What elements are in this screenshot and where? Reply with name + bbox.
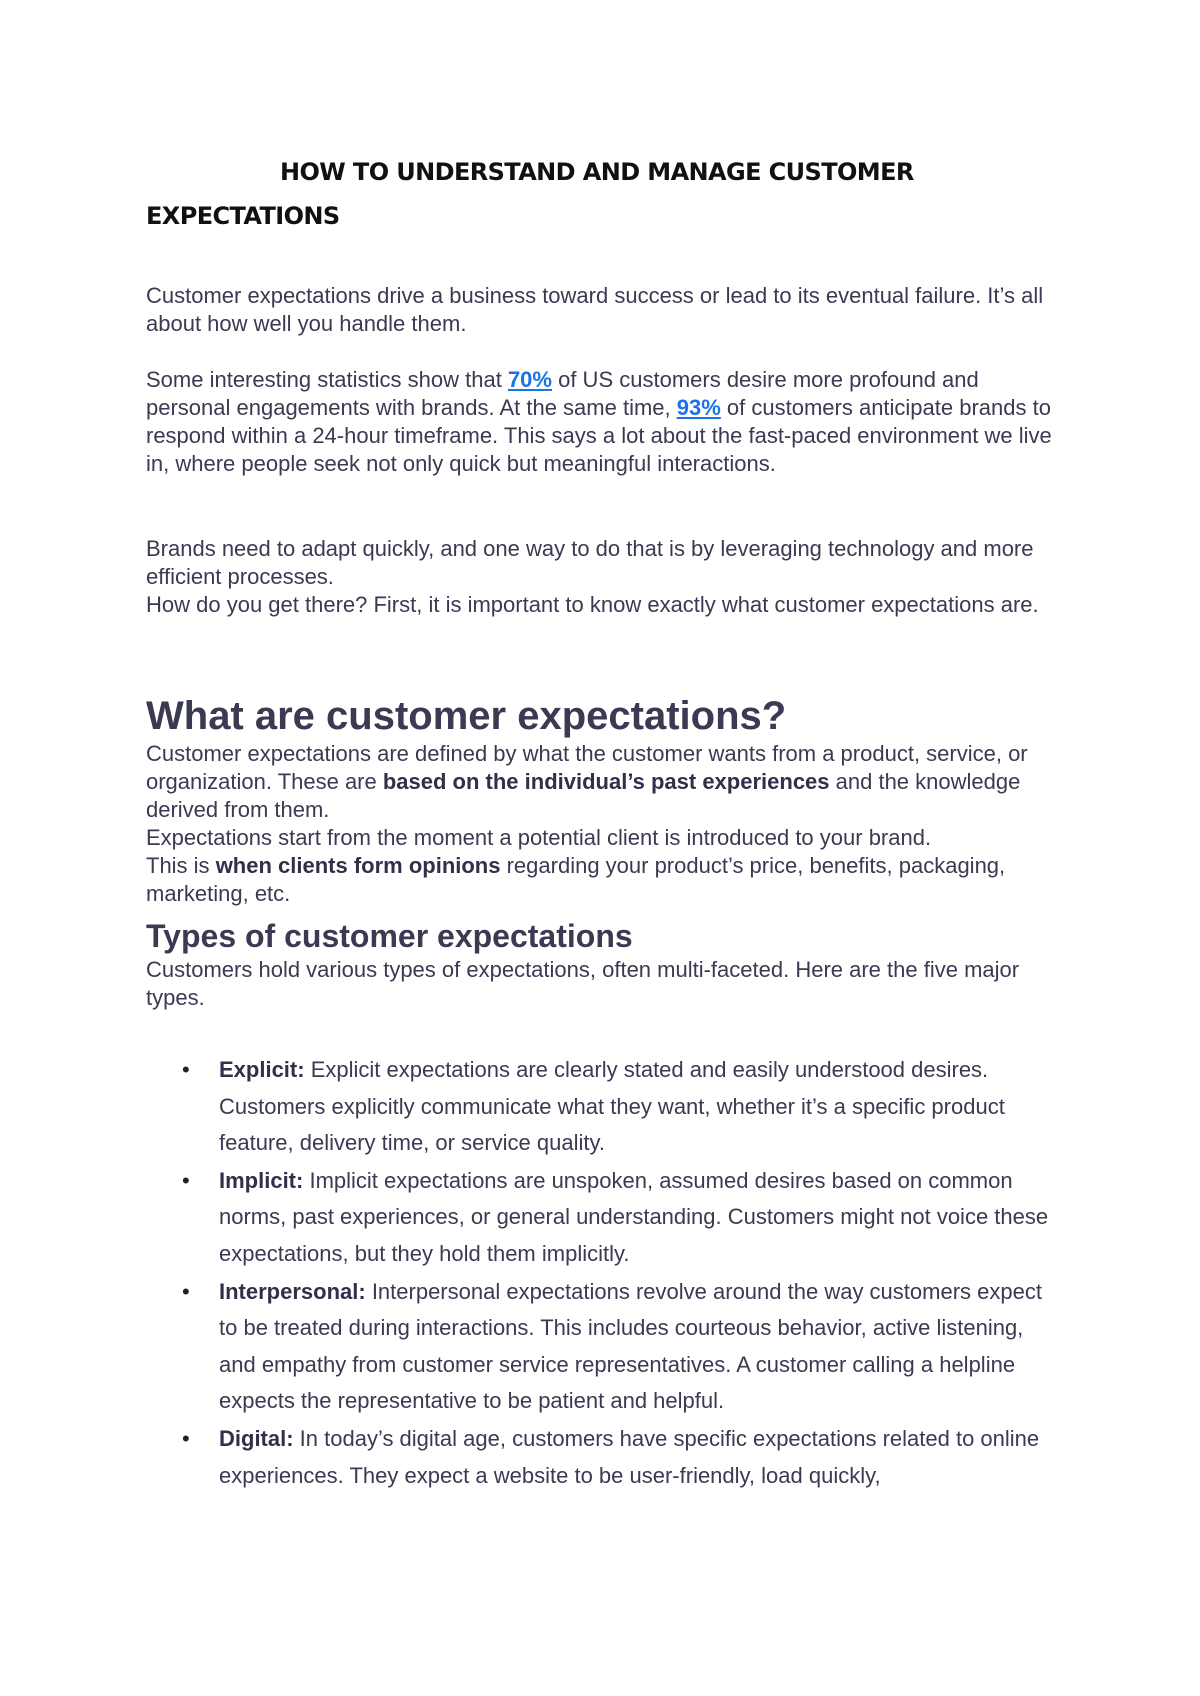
- opinions-text-2: regarding your product’s price, benefits, packaging, marketing, etc.: [146, 853, 1006, 906]
- opinions-bold: when clients form opinions: [215, 853, 501, 878]
- stats-text-2: of US customers desire more profound and personal engagements with brands. At the same time,: [146, 367, 979, 420]
- definition-paragraph: [146, 740, 1066, 824]
- type-term: Interpersonal:: [219, 1278, 366, 1304]
- stat-link-70[interactable]: 70%: [507, 367, 552, 392]
- list-item-explicit: [146, 1052, 1066, 1162]
- bullet-icon: •: [182, 1425, 190, 1451]
- type-description: Implicit expectations are unspoken, assumed desires based on common norms, past experiences, or general understanding. Customers might not voice these expectations, but they hold them implicitly.: [219, 1167, 1049, 1266]
- expectations-start-paragraph: Expectations start from the moment a potential client is introduced to your brand.: [146, 825, 932, 850]
- bullet-icon: •: [182, 1167, 190, 1193]
- definition-text-2: and the knowledge derived from them.: [146, 769, 1021, 822]
- stats-text-3: of customers anticipate brands to respond within a 24-hour timeframe. This says a lot about the fast-paced environment we live in, where people seek not only quick but meaningful interactions.: [146, 395, 1052, 476]
- document-title: HOW TO UNDERSTAND AND MANAGE CUSTOMER EXPECTATIONS: [146, 158, 914, 230]
- opinions-text-1: This is: [146, 853, 216, 878]
- type-term: Implicit:: [219, 1167, 304, 1193]
- type-term: Digital:: [219, 1425, 294, 1451]
- question-paragraph: How do you get there? First, it is important to know exactly what customer expectations are.: [146, 592, 1039, 617]
- bullet-icon: •: [182, 1278, 190, 1304]
- intro-paragraph: Customer expectations drive a business toward success or lead to its eventual failure. It’s all about how well you handle them.: [146, 283, 1044, 336]
- type-description: Interpersonal expectations revolve around the way customers expect to be treated during interactions. This includes courteous behavior, active listening, and empathy from customer service representatives. A customer calling a helpline expects the representative to be patient and helpful.: [219, 1278, 1042, 1414]
- stats-text-1: Some interesting statistics show that: [146, 367, 508, 392]
- types-list: [146, 1052, 1066, 1495]
- types-intro-paragraph: Customers hold various types of expectations, often multi-faceted. Here are the five major types.: [146, 957, 1020, 1010]
- definition-bold: based on the individual’s past experiences: [382, 769, 830, 794]
- section-heading-types: Types of customer expectations: [146, 918, 633, 954]
- list-item-digital: [146, 1421, 1066, 1494]
- list-item-implicit: [146, 1163, 1066, 1273]
- type-description: In today’s digital age, customers have specific expectations related to online experiences. They expect a website to be user-friendly, load quickly,: [219, 1425, 1040, 1488]
- adapt-paragraph: Brands need to adapt quickly, and one way to do that is by leveraging technology and more efficient processes.: [146, 536, 1034, 589]
- type-description: Explicit expectations are clearly stated and easily understood desires. Customers explicitly communicate what they want, whether it’s a specific product feature, delivery time, or service quality.: [219, 1057, 1005, 1156]
- stat-link-93[interactable]: 93%: [676, 395, 721, 420]
- opinions-paragraph: [146, 852, 1066, 908]
- definition-text-1: Customer expectations are defined by what the customer wants from a product, service, or organization. These are: [146, 741, 1028, 794]
- statistics-paragraph: [146, 366, 1066, 478]
- type-term: Explicit:: [219, 1057, 305, 1082]
- list-item-interpersonal: [146, 1274, 1066, 1420]
- section-heading-what-are: What are customer expectations?: [146, 694, 787, 738]
- bullet-icon: •: [182, 1057, 190, 1082]
